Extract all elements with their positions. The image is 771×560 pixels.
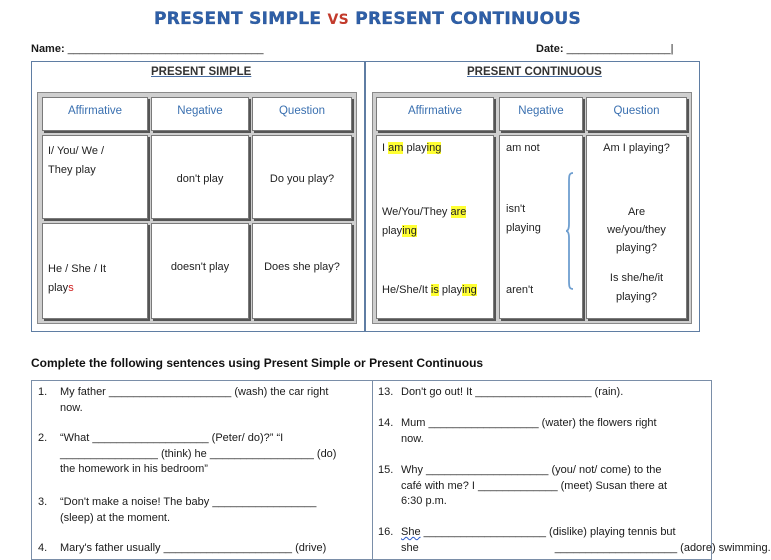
cont-neg-playing: playing bbox=[506, 222, 541, 234]
simple-neg-text: don't play bbox=[176, 173, 224, 185]
date-line: _________________| bbox=[566, 43, 674, 55]
page-title bbox=[0, 9, 735, 29]
spellcheck-she: She bbox=[401, 526, 421, 538]
simple-q-text: Does she play? bbox=[264, 261, 340, 273]
simple-aff-line: He / She / It bbox=[48, 263, 107, 275]
simple-aff-line: I/ You/ We / bbox=[48, 145, 105, 157]
exercise-item-1[interactable]: 1. My father ____________________ (wash) the car right now. bbox=[38, 386, 329, 414]
simple-question-cell-2 bbox=[252, 223, 352, 319]
present-simple-heading: PRESENT SIMPLE bbox=[151, 66, 252, 78]
date-label: Date: bbox=[536, 43, 564, 55]
simple-affirmative-cell-2 bbox=[42, 223, 148, 319]
title-present-simple: PRESENT SIMPLE bbox=[153, 9, 322, 29]
date-field[interactable] bbox=[536, 43, 673, 55]
cont-q-are-we: Are we/you/they playing? bbox=[607, 206, 666, 254]
simple-aff-line: plays bbox=[48, 282, 74, 294]
exercise-item-16[interactable]: 16. She ____________________ (dislike) playing tennis but she ____________________ (adore) swimming. bbox=[378, 526, 771, 554]
cont-header-negative: Negative bbox=[499, 97, 583, 131]
simple-q-text: Do you play? bbox=[269, 173, 335, 185]
cont-aff-we: We/You/They are playing bbox=[382, 206, 467, 237]
exercise-item-3[interactable]: 3. “Don't make a noise! The baby _________________ (sleep) at the moment. bbox=[38, 496, 317, 524]
simple-header-affirmative: Affirmative bbox=[42, 97, 148, 131]
exercise-divider bbox=[372, 380, 373, 560]
simple-question-cell-1 bbox=[252, 135, 352, 219]
cont-aff-i: I am playing bbox=[382, 142, 442, 154]
brace-icon bbox=[566, 172, 576, 290]
simple-aff-line: They play bbox=[48, 164, 96, 176]
exercise-item-2[interactable]: 2. “What ___________________ (Peter/ do)?” “I ________________ (think) he _________________ (do) the homework in his bedroom” bbox=[38, 432, 337, 475]
exercise-item-14[interactable]: 14. Mum __________________ (water) the flowers right now. bbox=[378, 417, 657, 445]
cont-aff-he: He/She/It is playing bbox=[382, 284, 477, 296]
cont-neg-isnt: isn't bbox=[506, 203, 526, 215]
third-person-s: s bbox=[68, 282, 74, 294]
cont-header-question: Question bbox=[586, 97, 687, 131]
simple-header-question: Question bbox=[252, 97, 352, 131]
simple-header-negative: Negative bbox=[151, 97, 249, 131]
title-present-continuous: PRESENT CONTINUOUS bbox=[355, 9, 582, 29]
frame-divider bbox=[364, 61, 366, 332]
present-continuous-heading: PRESENT CONTINUOUS bbox=[467, 66, 602, 78]
cont-neg-am-not: am not bbox=[506, 142, 540, 154]
exercise-instructions: Complete the following sentences using Present Simple or Present Continuous bbox=[31, 356, 484, 370]
name-label: Name: bbox=[31, 43, 65, 55]
simple-negative-cell-1 bbox=[151, 135, 249, 219]
exercise-item-15[interactable]: 15. Why ____________________ (you/ not/ come) to the café with me? I _____________ (meet) Susan there at 6:30 p.m. bbox=[378, 464, 668, 507]
cont-header-affirmative: Affirmative bbox=[376, 97, 494, 131]
cont-question-cell bbox=[586, 135, 687, 319]
cont-q-is-she: Is she/he/it playing? bbox=[609, 272, 664, 303]
cont-neg-arent: aren't bbox=[506, 284, 534, 296]
exercise-item-4[interactable]: 4. Mary's father usually _____________________ (drive) bbox=[38, 542, 327, 554]
name-field[interactable] bbox=[31, 43, 263, 55]
simple-negative-cell-2 bbox=[151, 223, 249, 319]
simple-affirmative-cell-1 bbox=[42, 135, 148, 219]
simple-neg-text: doesn't play bbox=[170, 261, 230, 273]
cont-q-am-i: Am I playing? bbox=[603, 142, 670, 154]
exercise-item-13[interactable]: 13. Don't go out! It ___________________ (rain). bbox=[378, 386, 624, 398]
name-line: ________________________________ bbox=[67, 43, 264, 55]
title-vs: VS bbox=[327, 12, 350, 28]
cont-affirmative-cell bbox=[376, 135, 494, 319]
